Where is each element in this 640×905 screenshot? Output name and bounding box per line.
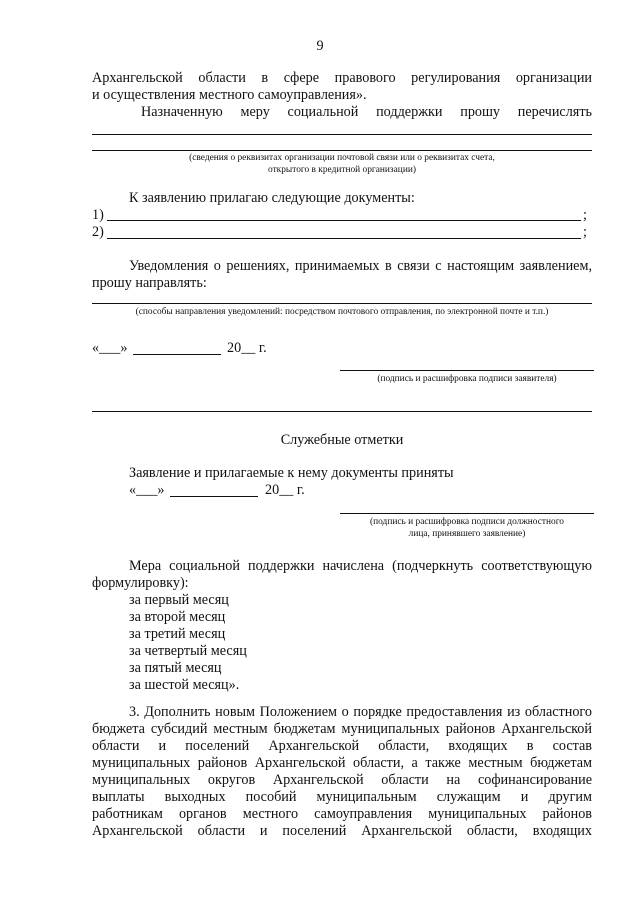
notifications-line-2: прошу направлять: bbox=[92, 275, 207, 291]
official-heading: Служебные отметки bbox=[280, 432, 404, 448]
notifications-hint: (способы направления уведомлений: посредством почтового отправления, по электронной почте и т.п.) bbox=[135, 307, 549, 317]
payment-text: Назначенную меру социальной поддержки прошу перечислять bbox=[141, 104, 592, 120]
intro-line-1: Архангельской области в сфере правового регулирования организации bbox=[92, 70, 592, 86]
accrual-month-2[interactable]: за второй месяц bbox=[129, 609, 226, 625]
official-signature-hint-1: (подпись и расшифровка подписи должностного bbox=[370, 517, 564, 527]
date-year: 20__ г. bbox=[227, 340, 267, 356]
payment-blank-line-2[interactable] bbox=[92, 150, 592, 151]
date-day: «___» bbox=[92, 340, 128, 356]
clause3-line-1: 3. Дополнить новым Положением о порядке предоставления из областного bbox=[129, 704, 592, 720]
applicant-signature-line[interactable] bbox=[340, 370, 594, 371]
document-item-2-number: 2) bbox=[92, 224, 104, 240]
payment-blank-line-1[interactable] bbox=[92, 134, 592, 135]
accrual-month-5[interactable]: за пятый месяц bbox=[129, 660, 222, 676]
document-item-2-end: ; bbox=[583, 224, 587, 240]
document-item-1-number: 1) bbox=[92, 207, 104, 223]
clause3-line-4: муниципальных районов Архангельской области, а также местным бюджетам bbox=[92, 755, 592, 771]
notifications-line-1: Уведомления о решениях, принимаемых в связи с настоящим заявлением, bbox=[129, 258, 592, 274]
section-divider bbox=[92, 411, 592, 412]
documents-heading: К заявлению прилагаю следующие документы: bbox=[129, 190, 415, 206]
document-item-2-line[interactable] bbox=[107, 238, 581, 239]
page-number: 9 bbox=[316, 38, 324, 54]
payment-hint-line-2: открытого в кредитной организации) bbox=[268, 165, 416, 175]
accrual-line-1: Мера социальной поддержки начислена (подчеркнуть соответствующую bbox=[129, 558, 592, 574]
official-accepted: Заявление и прилагаемые к нему документы приняты bbox=[129, 465, 454, 481]
official-date-day: «___» bbox=[129, 482, 165, 498]
notifications-blank-line[interactable] bbox=[92, 303, 592, 304]
official-signature-hint-2: лица, принявшего заявление) bbox=[408, 529, 526, 539]
payment-hint-line-1: (сведения о реквизитах организации почтовой связи или о реквизитах счета, bbox=[189, 153, 495, 163]
accrual-line-2: формулировку): bbox=[92, 575, 189, 591]
accrual-month-4[interactable]: за четвертый месяц bbox=[129, 643, 247, 659]
accrual-month-1[interactable]: за первый месяц bbox=[129, 592, 229, 608]
clause3-line-3: области и поселений Архангельской области, входящих в состав bbox=[92, 738, 592, 754]
clause3-line-8: Архангельской области и поселений Архангельской области, входящих bbox=[92, 823, 592, 839]
intro-line-2: и осуществления местного самоуправления». bbox=[92, 87, 367, 103]
clause3-line-7: работникам органов местного самоуправления муниципальных районов bbox=[92, 806, 592, 822]
date-month-line[interactable] bbox=[133, 354, 221, 355]
official-date-month-line[interactable] bbox=[170, 496, 258, 497]
accrual-month-6[interactable]: за шестой месяц». bbox=[129, 677, 240, 693]
official-signature-line[interactable] bbox=[340, 513, 594, 514]
official-date-year: 20__ г. bbox=[265, 482, 305, 498]
accrual-month-3[interactable]: за третий месяц bbox=[129, 626, 226, 642]
clause3-line-5: муниципальных округов Архангельской области на софинансирование bbox=[92, 772, 592, 788]
clause3-line-2: бюджета субсидий местным бюджетам муниципальных районов Архангельской bbox=[92, 721, 592, 737]
clause3-line-6: выплаты выходных пособий муниципальным служащим и другим bbox=[92, 789, 592, 805]
document-item-1-end: ; bbox=[583, 207, 587, 223]
document-item-1-line[interactable] bbox=[107, 220, 581, 221]
applicant-signature-hint: (подпись и расшифровка подписи заявителя) bbox=[377, 374, 557, 384]
